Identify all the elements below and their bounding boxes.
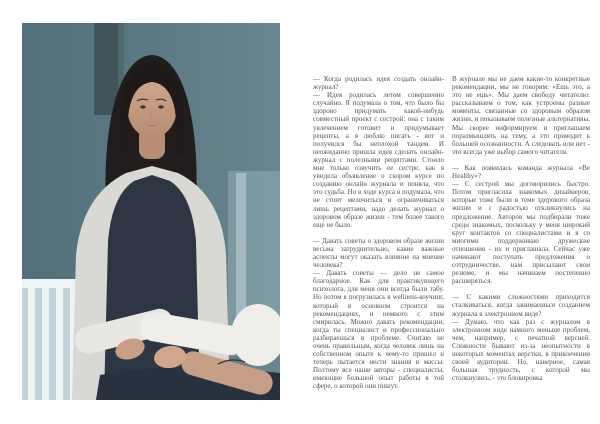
interview-answer-continued: В журнале мы не даем какие-то конкретные рекомендации, мы не говорим: «Ешь это, а это не ешь». Мы даем свободу читателю: рассказываем о том, как устроены разные моменты, связанные со здоровым образом жизни, и показываем полезные альтернативы. Мы скорее информируем и приглашаем поразмышлять на тему, а это приводит к большей осознанности. А следовать или нет - это всегда уже выбор самого читателя. <box>452 75 590 156</box>
text-column-left <box>313 75 444 391</box>
interview-question: — Давать советы о здоровом образе жизни весьма затруднительно, какие важные аспекты могут оказать влияние на мнение человека? <box>313 236 444 270</box>
interview-answer: — Давать советы — дело не самое благодарное. Как для практикующего психолога, для меня они всегда были табу. Но потом я погрузилась в wellness-коучинг, который в основном строится на рекомендациях, и немного с этим смирилась. Можно давать рекомендации, когда ты специалист и профессионально разбираешься в проблеме. Считаю не очень правильным, когда человек лишь на собственном опыте к чему-то пришел и теперь пытается нести знания в массы. Поэтому все наши авторы - специалисты, имеющие большой опыт работы в той сфере, о которой они пишут. <box>313 269 444 391</box>
interview-answer: — С сестрой мы договорились быстро. Потом пригласила знакомых дизайнеров, которые тоже были в теме здорового образа жизни и с радостью откликнулись на предложение. Авторов мы подбирали тоже среди знакомых, поскольку у меня широкий круг контактов со специалистами и я со многими поддерживаю дружеские отношения - их и приглашала. Сейчас уже начинают поступать предложения о сотрудничестве, нам присылают свои резюме, и мы начинаем постепенно расширяться. <box>452 180 590 286</box>
interview-question: — Как появилась команда журнала «Be Healthy»? <box>452 163 590 181</box>
interview-answer: — Идея родилась летом совершенно случайно. Я подумала о том, что было бы здорово придумать какой-нибудь совместный проект с сестрой: она с таким увлечением готовит и придумывает рецепты, а я люблю писать - вот и получился бы неплохой тандем. И неожиданно пришла идея сделать онлайн-журнал с полезными рецептами. Стоило мне только озвучить ее сестре, как я увидела объявление о скором курсе по созданию онлайн журнала и поняла, что это судьба. Но в ходе курса я подумала, что не стоит мелочиться и ограничиваться лишь рецептами, надо делать журнал о здоровом образе жизни - тем более такого еще не было. <box>313 91 444 229</box>
dark-wall-panel <box>94 23 118 115</box>
portrait-photo <box>22 23 280 400</box>
text-column-right <box>452 75 590 382</box>
portrait-photo-illustration <box>22 23 280 400</box>
interview-question: — С какими сложностями приходится сталкиваться, когда занимаешься созданием журнала в электронном виде? <box>452 293 590 318</box>
interview-question: — Когда родилась идея создать онлайн-журнал? <box>313 75 444 92</box>
interview-answer: — Думаю, что как раз с журналом в электронном виде намного меньше проблем, чем, например, с печатной версией. Сложности бывают из-за неопытности в некоторых моментах верстки, в привлечении своей аудитории. Но, наверное, самая большая трудность, с которой мы столкнулись, - это блокировка <box>452 317 590 383</box>
